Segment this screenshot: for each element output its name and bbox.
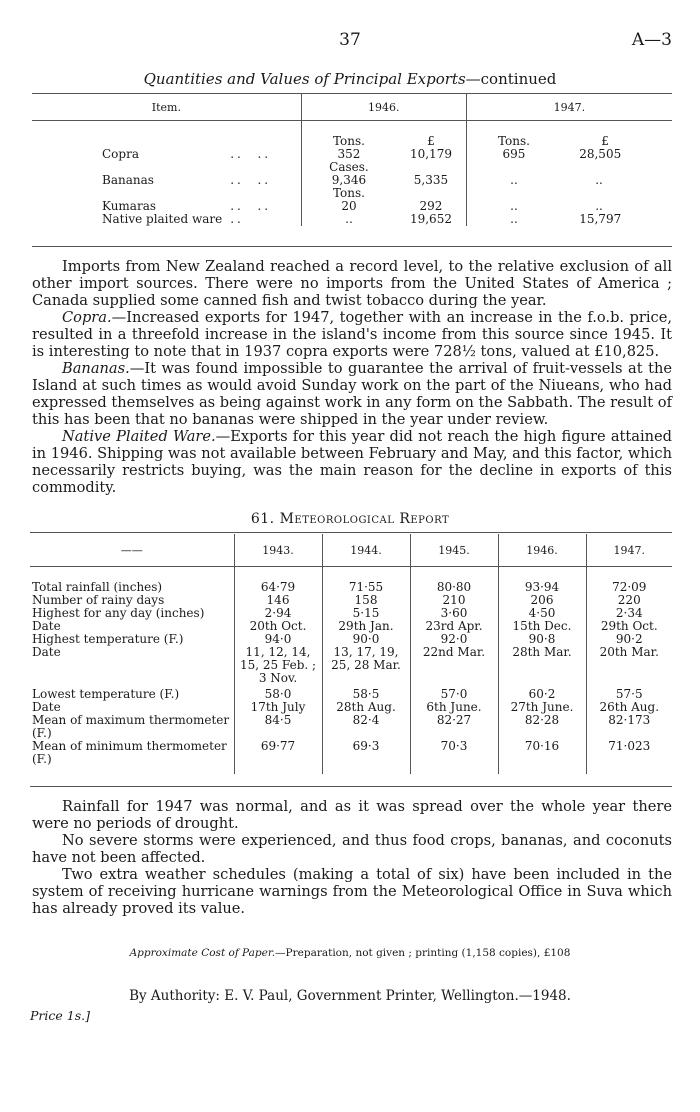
cell: 352 [301,148,396,161]
cell: 695 [466,148,561,161]
cell: 71·023 [586,740,672,766]
row-label: Lowest temperature (F.) [32,686,180,701]
cell: 29th Oct. [586,620,672,633]
paragraph-lead: Copra. [62,309,112,326]
cell: 20th Mar. [586,646,672,688]
cell: 28,505 [579,146,622,161]
cell: .. [466,213,561,226]
price-label: Price 1s.] [30,1008,90,1023]
row-label: Highest temperature (F.) [32,631,184,646]
year-header: 1946. [498,534,586,567]
table-row [30,594,672,607]
unit-cases: Cases. [301,161,396,174]
cell: 90·2 [586,633,672,646]
cell: .. [466,174,561,187]
cell: 15,797 [579,211,622,226]
item-label: Bananas [102,172,154,187]
cell: 92·0 [410,633,498,646]
paragraph-text: —Exports for this year did not reach the high figure attained in 1946. Shipping was not available between February and May, and this factor, which necessarily restricts buying, was the main reason for the decline in exports of this commodity. [32,428,672,496]
cell: 210 [410,594,498,607]
corner-dash: —— [30,534,234,567]
paragraph: No severe storms were experienced, and thus food crops, bananas, and coconuts have not been affected. [32,832,672,866]
cell: 90·8 [498,633,586,646]
table-row [30,581,672,594]
row-label: Date [32,644,61,659]
cost-note [0,947,700,959]
paragraph [32,309,672,360]
table-row [30,701,672,714]
cell: 64·79 [234,581,322,594]
cell: 6th June. [410,701,498,714]
cell: 71·55 [322,581,410,594]
caption-title: Quantities and Values of Principal Exports [143,70,466,88]
cell: 17th July [234,701,322,714]
row-label: Mean of maximum thermometer (F.) [32,712,230,740]
cell: 10,179 [409,146,452,161]
cost-note-label: Approximate Cost of Paper. [129,947,276,959]
cell: .. [301,213,396,226]
cell: 58·5 [322,688,410,701]
paragraph-text: —It was found impossible to guarantee the arrival of fruit-vessels at the Island at such times as would avoid Sunday work on the part of the Niueans, who had expressed themselves as being against work in any form on the Sabbath. The result of this has been that no bananas were shipped in the year under review. [32,360,672,428]
cell: .. [466,200,561,213]
paragraph: Imports from New Zealand reached a record level, to the relative exclusion of all other import sources. There were no imports from the United States of America ; Canada supplied some canned fish and twist tobacco during the year. [32,258,672,309]
section-title: 61. Meteorological Report [250,511,450,527]
cell: .. [595,172,603,187]
cell: 84·5 [234,714,322,740]
printer-authority: By Authority: E. V. Paul, Government Printer, Wellington.—1948. [129,988,571,1004]
table-row: Native plaited ware .. .. 19,652 .. 15,797 [32,213,672,226]
item-label: Native plaited ware [102,211,223,226]
cost-note-text: —Preparation, not given ; printing (1,158 copies), £108 [275,947,571,959]
cell: 2·34 [586,607,672,620]
cell: 80·80 [410,581,498,594]
cell: 90·0 [322,633,410,646]
item-label: Copra [102,146,139,161]
cell: 11, 12, 14, 15, 25 Feb. ; 3 Nov. [234,646,322,688]
cell: 57·5 [586,688,672,701]
body-text-block [32,798,672,917]
table-row [30,620,672,633]
cell: 58·0 [234,688,322,701]
cell: 70·16 [498,740,586,766]
col-header-1947: 1947. [466,94,672,121]
row-label: Mean of minimum thermometer (F.) [32,738,227,766]
cell: 26th Aug. [586,701,672,714]
exports-table-caption [0,70,700,88]
exports-table [32,94,672,226]
year-header: 1947. [586,534,672,567]
cell: 69·3 [322,740,410,766]
table-row [30,688,672,701]
unit-tons: Tons. [301,187,396,200]
cell: 27th June. [498,701,586,714]
table-bottom-rule [32,246,672,247]
cell: 29th Jan. [322,620,410,633]
page-number: 37 [339,30,361,50]
table-top-rule [30,532,672,533]
cell: 9,346 [301,174,396,187]
unit-pound: £ [427,133,435,148]
cell: 158 [322,594,410,607]
unit-tons: Tons. [301,135,396,148]
cell: 82·28 [498,714,586,740]
cell: 94·0 [234,633,322,646]
table-row: Bananas .. .. 9,346 5,335 .. .. [32,174,672,187]
paragraph: Two extra weather schedules (making a total of six) have been included in the system of receiving hurricane warnings from the Meteorological Office in Suva which has already proved its value. [32,866,672,917]
cell: 28th Aug. [322,701,410,714]
cell: 5·15 [322,607,410,620]
cell: 3·60 [410,607,498,620]
paragraph: Rainfall for 1947 was normal, and as it was spread over the whole year there were no periods of drought. [32,798,672,832]
row-label: Date [32,699,61,714]
body-text-block [32,258,672,496]
col-header-1946: 1946. [301,94,466,121]
row-label: Number of rainy days [32,592,165,607]
page-reference: A—3 [631,30,672,50]
cell: 23rd Apr. [410,620,498,633]
cell: 82·173 [586,714,672,740]
cell: 206 [498,594,586,607]
table-row [30,740,672,766]
cell: 15th Dec. [498,620,586,633]
cell: .. [595,198,603,213]
table-bottom-rule [30,786,672,787]
cell: 72·09 [586,581,672,594]
cell: 28th Mar. [498,646,586,688]
cell: 146 [234,594,322,607]
cell: 5,335 [413,172,449,187]
cell: 292 [419,198,443,213]
table-row: Kumaras .. .. 20 292 .. .. [32,200,672,213]
year-header: 1943. [234,534,322,567]
year-header: 1944. [322,534,410,567]
paragraph-text: —Increased exports for 1947, together with an increase in the f.o.b. price, resulted in a threefold increase in the island's income from this source since 1945. It is interesting to note that in 1937 copra exports were 728½ tons, valued at £10,825. [32,309,672,360]
cell: 60·2 [498,688,586,701]
cell: 70·3 [410,740,498,766]
unit-pound: £ [601,133,609,148]
row-label: Total rainfall (inches) [32,579,163,594]
year-header: 1945. [410,534,498,567]
row-label: Date [32,618,61,633]
table-row: Copra .. .. 352 10,179 695 28,505 [32,148,672,161]
row-label: Highest for any day (inches) [32,605,205,620]
cell: 4·50 [498,607,586,620]
cell: 13, 17, 19, 25, 28 Mar. [322,646,410,688]
cell: 220 [586,594,672,607]
cell: 57·0 [410,688,498,701]
cell: 93·94 [498,581,586,594]
cell: 82·4 [322,714,410,740]
paragraph [32,428,672,496]
caption-suffix: —continued [465,70,557,88]
cell: 2·94 [234,607,322,620]
cell: 22nd Mar. [410,646,498,688]
col-header-item: Item. [32,94,301,121]
cell: 82·27 [410,714,498,740]
paragraph [32,360,672,428]
cell: 20th Oct. [234,620,322,633]
paragraph-lead: Native Plaited Ware. [62,428,216,445]
table-row [30,646,672,688]
item-label: Kumaras [102,198,157,213]
cell: 19,652 [409,211,452,226]
paragraph-lead: Bananas. [62,360,130,377]
cell: 20 [301,200,396,213]
table-row [30,607,672,620]
meteorological-table [30,534,672,774]
table-row [30,633,672,646]
table-row [30,714,672,740]
cell: 69·77 [234,740,322,766]
unit-tons: Tons. [466,135,561,148]
